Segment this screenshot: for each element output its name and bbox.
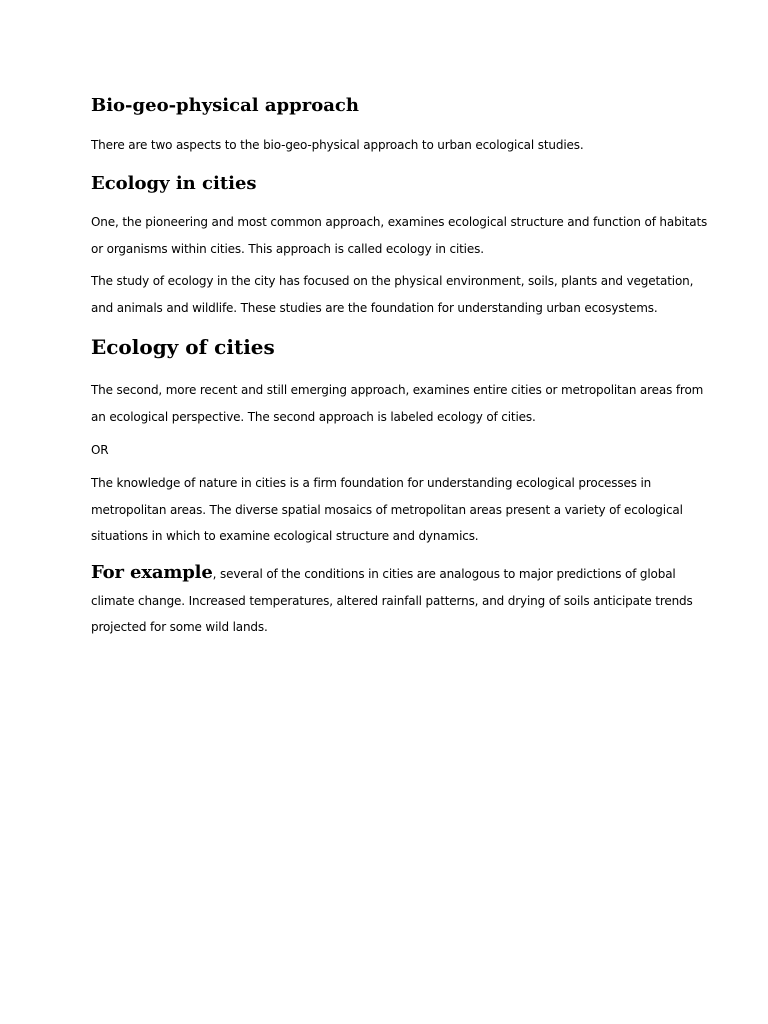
paragraph-line: The study of ecology in the city has focused on the physical environment, soils, plants and vegetation,: [91, 274, 694, 288]
section1-paragraph-1: [91, 209, 707, 262]
paragraph-line: and animals and wildlife. These studies are the foundation for understanding urban ecosystems.: [91, 300, 658, 315]
paragraph-line: metropolitan areas. The diverse spatial mosaics of metropolitan areas present a variety of ecological: [91, 502, 683, 517]
paragraph-line: projected for some wild lands.: [91, 620, 268, 634]
or-separator: OR: [91, 443, 109, 457]
paragraph-line: The second, more recent and still emerging approach, examines entire cities or metropolitan areas from: [91, 383, 704, 397]
main-heading: Bio-geo-physical approach: [91, 95, 359, 116]
section-heading-ecology-in-cities: Ecology in cities: [91, 173, 257, 194]
section2-paragraph-1: [91, 377, 703, 430]
paragraph-line: [91, 560, 693, 588]
paragraph-line: One, the pioneering and most common approach, examines ecological structure and function of habitats: [91, 215, 708, 229]
paragraph-line: The knowledge of nature in cities is a firm foundation for understanding ecological processes in: [91, 476, 652, 490]
section2-paragraph-2: [91, 470, 683, 550]
paragraph-line: situations in which to examine ecological structure and dynamics.: [91, 529, 479, 543]
example-lead: For example: [91, 562, 213, 583]
paragraph-line: or organisms within cities. This approach is called ecology in cities.: [91, 241, 484, 256]
paragraph-line: climate change. Increased temperatures, altered rainfall patterns, and drying of soils anticipate trends: [91, 593, 693, 608]
example-paragraph: [91, 560, 693, 641]
section1-paragraph-2: [91, 268, 693, 321]
intro-paragraph: There are two aspects to the bio-geo-physical approach to urban ecological studies.: [91, 138, 584, 152]
paragraph-line: an ecological perspective. The second approach is labeled ecology of cities.: [91, 409, 536, 424]
section-heading-ecology-of-cities: Ecology of cities: [91, 335, 275, 359]
example-line1-text: , several of the conditions in cities are analogous to major predictions of global: [212, 567, 676, 581]
